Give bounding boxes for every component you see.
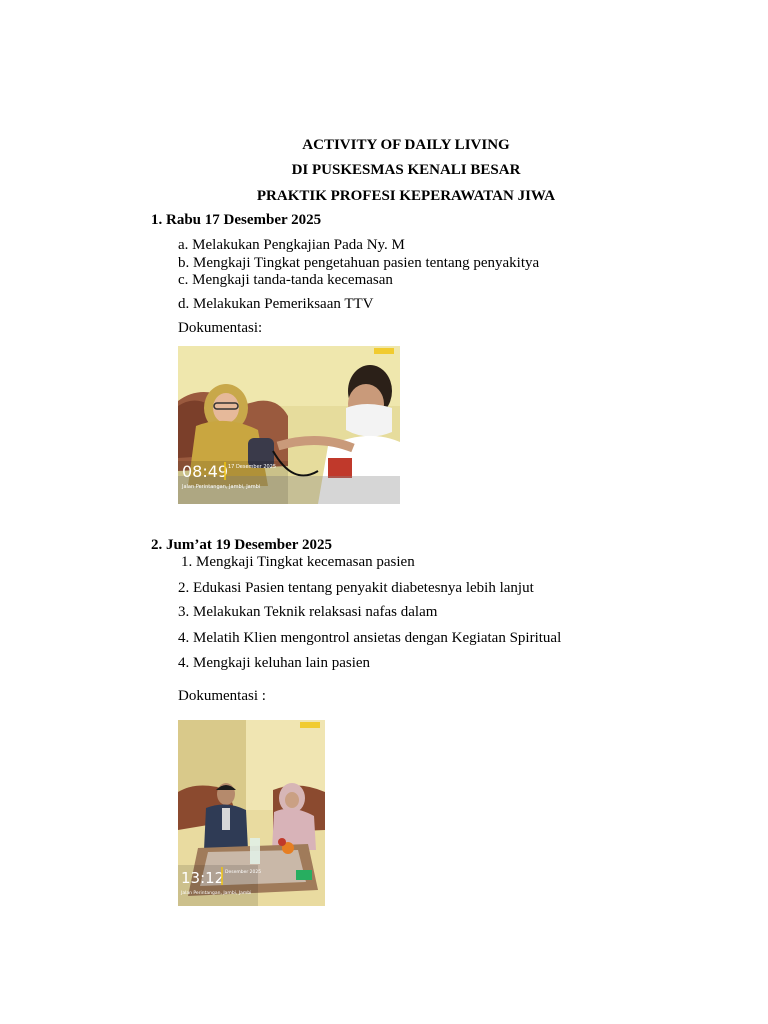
photo-1-place: Jalan Perintangan, Jambi, Jambi [182, 484, 261, 490]
section-1-heading: 1. Rabu 17 Desember 2025 [151, 212, 322, 228]
photo-2-place: Jalan Perintangan, Jambi, Jambi [181, 891, 252, 896]
section-1-item: d. Melakukan Pemeriksaan TTV [178, 296, 374, 312]
title-line-1: ACTIVITY OF DAILY LIVING [302, 137, 510, 153]
section-2-item: 2. Edukasi Pasien tentang penyakit diabetesnya lebih lanjut [178, 580, 534, 596]
section-1-item: b. Mengkaji Tingkat pengetahuan pasien tentang penyakitya [178, 255, 540, 271]
title-line-3: PRAKTIK PROFESI KEPERAWATAN JIWA [256, 188, 556, 204]
photo-1-time: 08:49 [182, 462, 229, 481]
section-1-item: c. Mengkaji tanda-tanda kecemasan [178, 272, 393, 288]
title-line-2: DI PUSKESMAS KENALI BESAR [291, 162, 521, 178]
section-1-item: a. Melakukan Pengkajian Pada Ny. M [178, 237, 405, 253]
documentation-photo-1 [178, 346, 400, 504]
section-2-item: 1. Mengkaji Tingkat kecemasan pasien [181, 554, 415, 570]
photo-2-time: 13:12 [181, 869, 225, 887]
section-2-heading: 2. Jum’at 19 Desember 2025 [151, 537, 332, 553]
section-2-doc-label: Dokumentasi : [178, 688, 266, 704]
photo-1-date: 17 Desember 2025 [228, 464, 277, 470]
section-2-item: 4. Melatih Klien mengontrol ansietas dengan Kegiatan Spiritual [178, 630, 562, 646]
section-1-doc-label: Dokumentasi: [178, 320, 263, 336]
documentation-photo-2 [178, 720, 325, 906]
photo-2-date: Desember 2025 [225, 870, 262, 875]
section-2-item: 4. Mengkaji keluhan lain pasien [178, 655, 371, 671]
section-2-item: 3. Melakukan Teknik relaksasi nafas dalam [178, 604, 438, 620]
